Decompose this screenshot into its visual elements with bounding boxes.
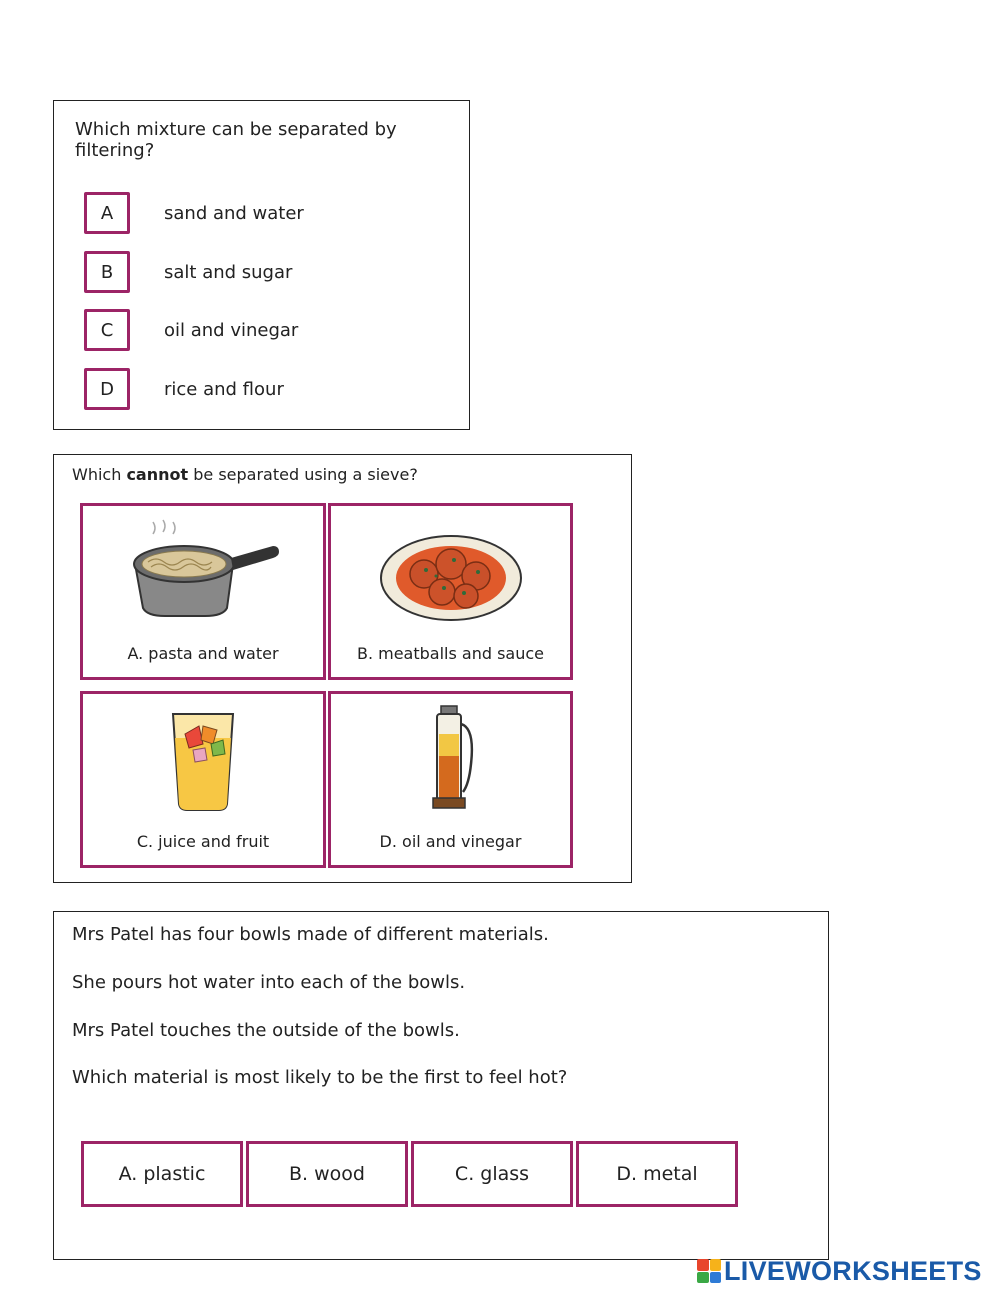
card-c-caption: C. juice and fruit [136,832,270,851]
question-2-text-bold: cannot [126,465,189,484]
question-2-text [72,465,418,484]
option-d-box[interactable]: D [84,368,130,410]
option-d-row[interactable] [84,367,284,411]
option-c-row[interactable] [84,308,298,352]
question-1-text: Which mixture can be separated by filtering? [75,119,397,161]
option-a-label: sand and water [164,202,304,224]
card-a-caption: A. pasta and water [127,644,279,663]
material-option-metal[interactable]: D. metal [576,1141,738,1207]
card-b-meatballs[interactable] [328,503,573,680]
option-a-box[interactable]: A [84,192,130,234]
material-option-wood[interactable]: B. wood [246,1141,408,1207]
juice-glass-icon [83,704,323,819]
question-3-panel [53,911,829,1260]
question-2-panel [53,454,632,883]
logo-block-2 [710,1259,722,1271]
question-3-line-3: Mrs Patel touches the outside of the bowls. [72,1020,460,1041]
card-a-pasta[interactable] [80,503,326,680]
question-3-line-1: Mrs Patel has four bowls made of different materials. [72,924,549,945]
logo-block-4 [710,1272,722,1284]
logo-block-1 [697,1259,709,1271]
option-d-label: rice and flour [164,378,284,400]
card-d-caption: D. oil and vinegar [379,832,522,851]
material-option-plastic[interactable]: A. plastic [81,1141,243,1207]
logo-wordmark: LIVEWORKSHEETS [724,1255,982,1286]
card-d-oil-vinegar[interactable] [328,691,573,868]
option-b-label: salt and sugar [164,261,293,283]
oil-vinegar-bottle-icon [331,704,570,819]
meatballs-plate-icon [331,516,570,631]
card-c-juice[interactable] [80,691,326,868]
card-b-caption: B. meatballs and sauce [356,644,545,663]
option-a-row[interactable] [84,191,304,235]
liveworksheets-logo [697,1256,982,1286]
question-2-text-start: Which [72,465,127,484]
material-option-glass[interactable]: C. glass [411,1141,573,1207]
logo-block-3 [697,1272,709,1284]
pasta-pan-icon [83,516,323,631]
question-2-text-end: be separated using a sieve? [188,465,418,484]
option-b-box[interactable]: B [84,251,130,293]
option-c-label: oil and vinegar [164,319,299,341]
option-b-row[interactable] [84,250,292,294]
question-3-line-4: Which material is most likely to be the first to feel hot? [72,1067,568,1088]
question-1-panel [53,100,470,430]
logo-blocks-icon [697,1259,721,1283]
question-3-line-2: She pours hot water into each of the bowls. [72,972,466,993]
option-c-box[interactable]: C [84,309,130,351]
